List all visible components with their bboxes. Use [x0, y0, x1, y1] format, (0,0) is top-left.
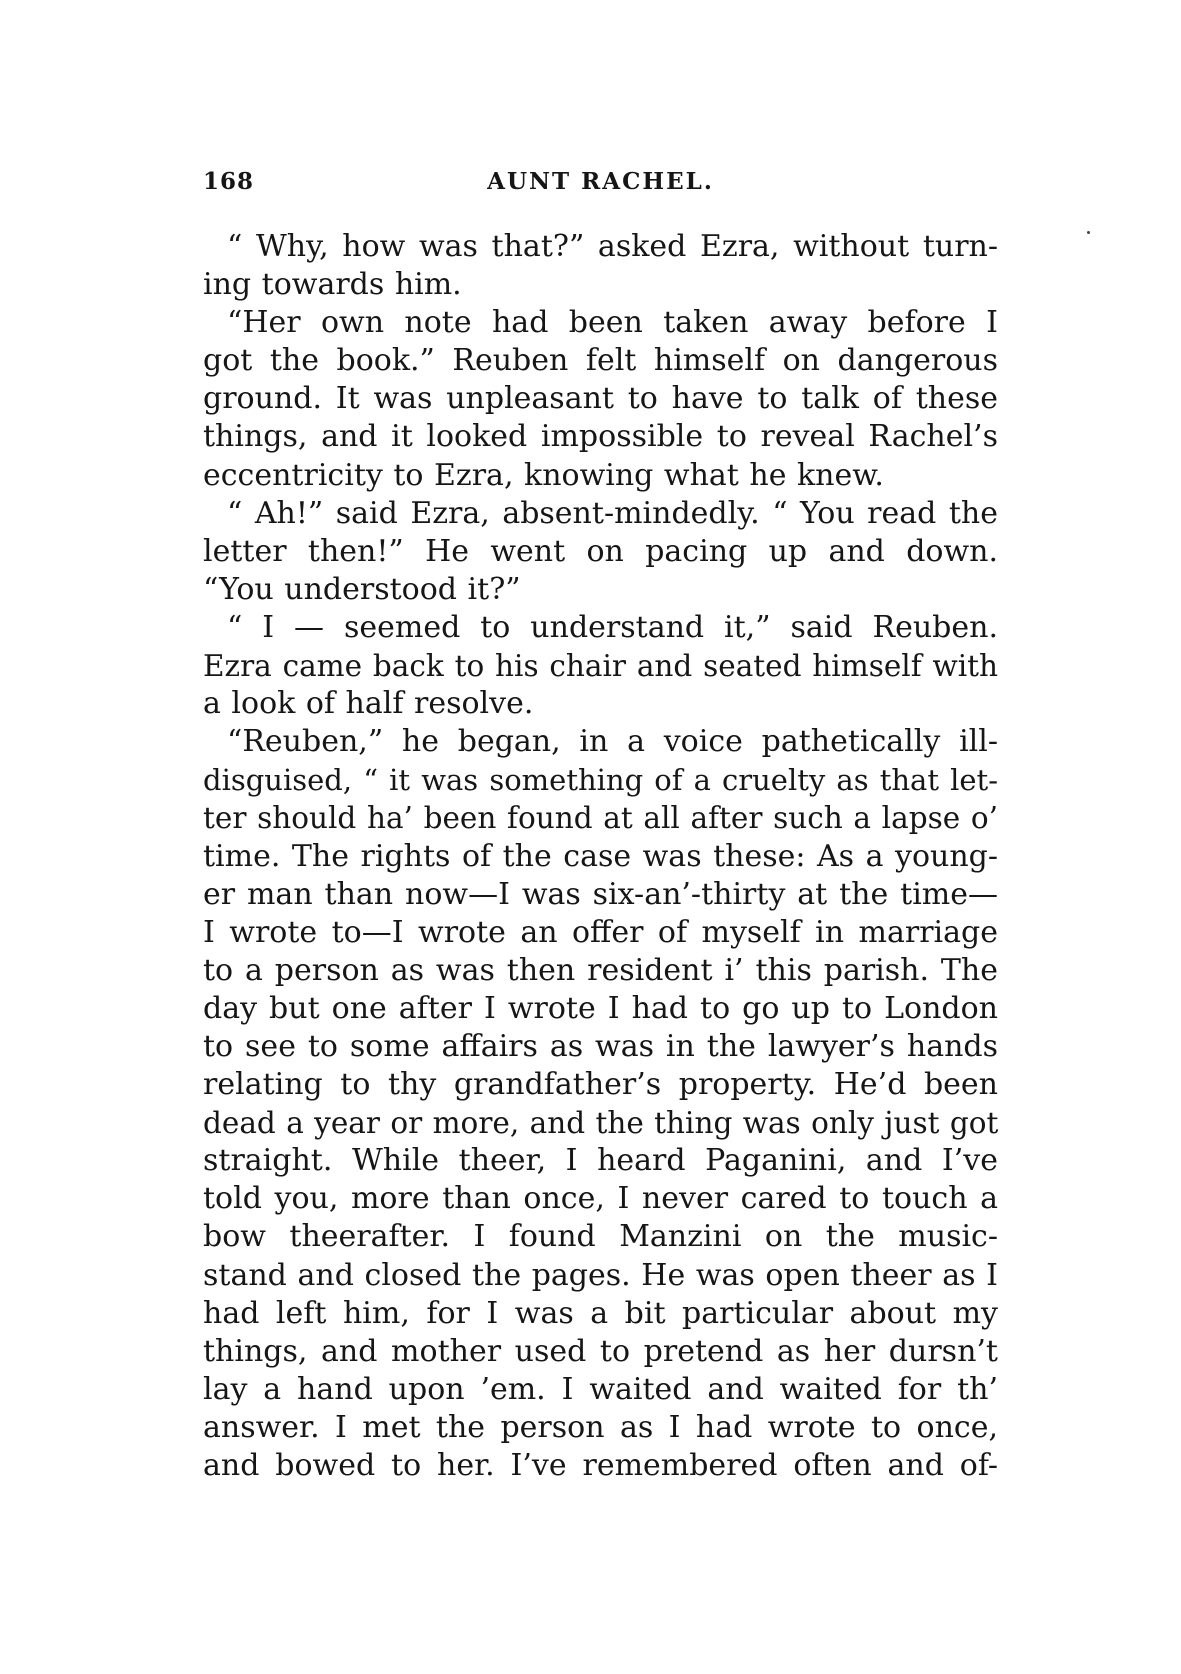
text-line: to a person as was then resident i’ this parish. The — [203, 952, 998, 988]
text-line: answer. I met the person as I had wrote to once, — [203, 1409, 998, 1445]
text-line: Ezra came back to his chair and seated himself with — [203, 649, 998, 684]
text-line: lay a hand upon ’em. I waited and waited for th’ — [203, 1371, 998, 1407]
text-line: a look of half resolve. — [203, 686, 534, 722]
text-line: disguised, “ it was something of a cruelty as that let- — [203, 763, 998, 798]
running-title: AUNT RACHEL. — [487, 168, 714, 195]
text-line: straight. While theer, I heard Paganini, and I’ve — [203, 1143, 998, 1179]
text-line: got the book.” Reuben felt himself on dangerous — [203, 343, 998, 379]
text-line: ground. It was unpleasant to have to talk of these — [203, 381, 998, 417]
text-line: “ I — seemed to understand it,” said Reuben. — [227, 609, 998, 645]
text-line: things, and mother used to pretend as her dursn’t — [203, 1333, 998, 1369]
text-line: day but one after I wrote I had to go up to London — [203, 990, 998, 1026]
text-line: eccentricity to Ezra, knowing what he knew. — [203, 457, 884, 493]
text-line: “ Ah!” said Ezra, absent-mindedly. “ You read the — [227, 495, 998, 531]
text-line: told you, more than once, I never cared to touch a — [203, 1181, 998, 1217]
text-line: “Her own note had been taken away before I — [227, 305, 998, 341]
page-number: 168 — [203, 168, 255, 195]
text-line: “You understood it?” — [203, 571, 521, 607]
body-text — [203, 228, 998, 1485]
text-line: dead a year or more, and the thing was only just got — [203, 1106, 999, 1141]
text-line: “Reuben,” he began, in a voice pathetically ill- — [227, 724, 998, 760]
text-line: I wrote to—I wrote an offer of myself in marriage — [203, 914, 998, 950]
print-speck — [1087, 231, 1090, 234]
text-line: bow theerafter. I found Manzini on the music- — [203, 1219, 998, 1255]
text-line: and bowed to her. I’ve remembered often and of- — [203, 1448, 998, 1483]
text-line: to see to some affairs as was in the lawyer’s hands — [203, 1028, 998, 1064]
text-line: er man than now—I was six-an’-thirty at the time— — [203, 876, 998, 912]
page-header — [203, 168, 998, 208]
text-line: letter then!” He went on pacing up and down. — [203, 533, 998, 569]
text-line: had left him, for I was a bit particular about my — [203, 1295, 998, 1331]
text-line: things, and it looked impossible to reveal Rachel’s — [203, 419, 998, 455]
text-line: stand and closed the pages. He was open theer as I — [203, 1257, 998, 1293]
text-line: ing towards him. — [203, 267, 462, 303]
text-line: ter should ha’ been found at all after such a lapse o’ — [203, 801, 998, 836]
text-line: time. The rights of the case was these: As a young- — [203, 838, 998, 874]
text-line: “ Why, how was that?” asked Ezra, without turn- — [227, 229, 998, 264]
text-line: relating to thy grandfather’s property. He’d been — [203, 1067, 998, 1103]
